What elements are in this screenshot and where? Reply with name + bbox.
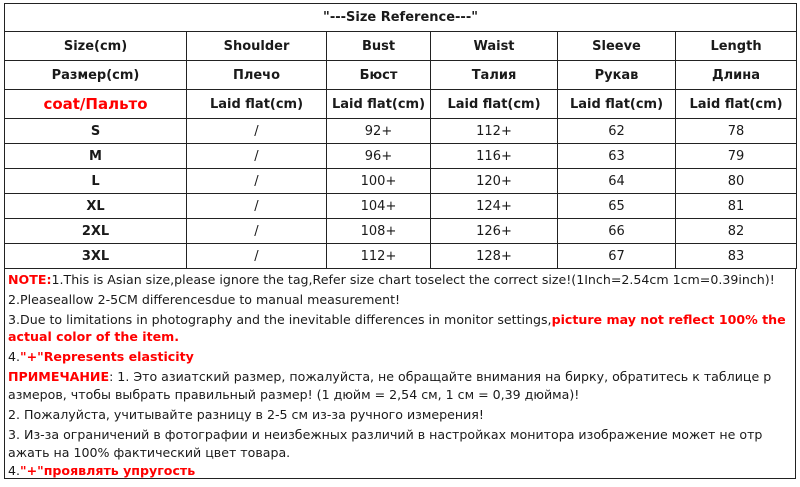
- shoulder-cell: /: [187, 219, 327, 244]
- header-cell-ru: Талия: [431, 61, 558, 90]
- sleeve-cell: 66: [558, 219, 676, 244]
- table-row: [5, 119, 797, 144]
- header-cell: Sleeve: [558, 32, 676, 61]
- waist-cell: 124+: [431, 194, 558, 219]
- bust-cell: 104+: [327, 194, 431, 219]
- note-2: 2.Pleaseallow 2-5CM differencesdue to manual measurement!: [8, 292, 401, 307]
- length-cell: 80: [676, 169, 797, 194]
- table-row: [5, 144, 797, 169]
- header-cell: Size(cm): [5, 32, 187, 61]
- title-row: [5, 4, 797, 32]
- laid-flat-cell: Laid flat(cm): [558, 90, 676, 119]
- header-row: [5, 32, 797, 61]
- table-row: [5, 244, 797, 269]
- garment-label: coat/Пальто: [5, 90, 187, 119]
- table-row: [5, 194, 797, 219]
- bust-cell: 112+: [327, 244, 431, 269]
- header-row-russian: [5, 61, 797, 90]
- note-text: 1.This is Asian size,please ignore the tag,Refer size chart toselect the correct size!(1Inch=2.54cm 1cm=0.39inch)!: [51, 272, 775, 287]
- shoulder-cell: /: [187, 119, 327, 144]
- size-rows: [5, 119, 797, 269]
- note-3: [8, 311, 786, 328]
- shoulder-cell: /: [187, 169, 327, 194]
- note-3-continued: [8, 328, 179, 345]
- laid-flat-cell: Laid flat(cm): [431, 90, 558, 119]
- size-table: [4, 3, 797, 269]
- bust-cell: 100+: [327, 169, 431, 194]
- shoulder-cell: /: [187, 144, 327, 169]
- table-row: [5, 169, 797, 194]
- note-ru-3: 3. Из-за ограничений в фотографии и неизбежных различий в настройках монитора изображение может не отр: [8, 427, 763, 442]
- length-cell: 81: [676, 194, 797, 219]
- bust-cell: 108+: [327, 219, 431, 244]
- sleeve-cell: 63: [558, 144, 676, 169]
- shoulder-cell: /: [187, 244, 327, 269]
- waist-cell: 112+: [431, 119, 558, 144]
- sleeve-cell: 65: [558, 194, 676, 219]
- bust-cell: 96+: [327, 144, 431, 169]
- note-text: 3.Due to limitations in photography and the inevitable differences in monitor settings,: [8, 312, 552, 327]
- header-cell-ru: Длина: [676, 61, 797, 90]
- length-cell: 78: [676, 119, 797, 144]
- size-cell: 2XL: [5, 219, 187, 244]
- waist-cell: 116+: [431, 144, 558, 169]
- sleeve-cell: 62: [558, 119, 676, 144]
- laid-flat-cell: Laid flat(cm): [327, 90, 431, 119]
- sleeve-cell: 64: [558, 169, 676, 194]
- note-highlight: "+"проявлять упругость: [20, 463, 196, 478]
- size-cell: S: [5, 119, 187, 144]
- shoulder-cell: /: [187, 194, 327, 219]
- header-cell-ru: Рукав: [558, 61, 676, 90]
- note-ru-1: [8, 368, 771, 385]
- bust-cell: 92+: [327, 119, 431, 144]
- notes-block: [4, 269, 796, 479]
- note-4: [8, 348, 194, 365]
- size-cell: L: [5, 169, 187, 194]
- waist-cell: 126+: [431, 219, 558, 244]
- table-row: [5, 219, 797, 244]
- note-ru-4: [8, 462, 195, 479]
- note-number: 4.: [8, 349, 21, 364]
- size-cell: 3XL: [5, 244, 187, 269]
- size-cell: M: [5, 144, 187, 169]
- measure-row: [5, 90, 797, 119]
- table-title: "---Size Reference---": [5, 4, 797, 32]
- header-cell-ru: Бюст: [327, 61, 431, 90]
- note-highlight: "+"Represents elasticity: [20, 349, 194, 364]
- note-highlight: actual color of the item.: [8, 329, 180, 344]
- header-cell: Waist: [431, 32, 558, 61]
- note-1: [8, 271, 775, 288]
- size-cell: XL: [5, 194, 187, 219]
- laid-flat-cell: Laid flat(cm): [187, 90, 327, 119]
- header-cell: Length: [676, 32, 797, 61]
- size-chart: [4, 3, 796, 484]
- header-cell: Shoulder: [187, 32, 327, 61]
- note-ru-2: 2. Пожалуйста, учитывайте разницу в 2-5 см из-за ручного измерения!: [8, 407, 484, 422]
- waist-cell: 128+: [431, 244, 558, 269]
- note-ru-1-continued: азмеров, чтобы выбрать правильный размер! (1 дюйм = 2,54 см, 1 см = 0,39 дюйма)!: [8, 387, 580, 402]
- note-prefix: NOTE:: [8, 272, 52, 287]
- note-number: 4.: [8, 463, 21, 478]
- note-highlight: picture may not reflect 100% the: [551, 312, 786, 327]
- header-cell-ru: Плечо: [187, 61, 327, 90]
- note-prefix-ru: ПРИМЕЧАНИЕ: [8, 369, 110, 384]
- header-cell: Bust: [327, 32, 431, 61]
- waist-cell: 120+: [431, 169, 558, 194]
- note-ru-3-continued: ажать на 100% фактический цвет товара.: [8, 445, 291, 460]
- note-text: : 1. Это азиатский размер, пожалуйста, не обращайте внимания на бирку, обратитесь к таблице р: [109, 369, 772, 384]
- sleeve-cell: 67: [558, 244, 676, 269]
- length-cell: 79: [676, 144, 797, 169]
- laid-flat-cell: Laid flat(cm): [676, 90, 797, 119]
- length-cell: 83: [676, 244, 797, 269]
- header-cell-ru: Размер(cm): [5, 61, 187, 90]
- length-cell: 82: [676, 219, 797, 244]
